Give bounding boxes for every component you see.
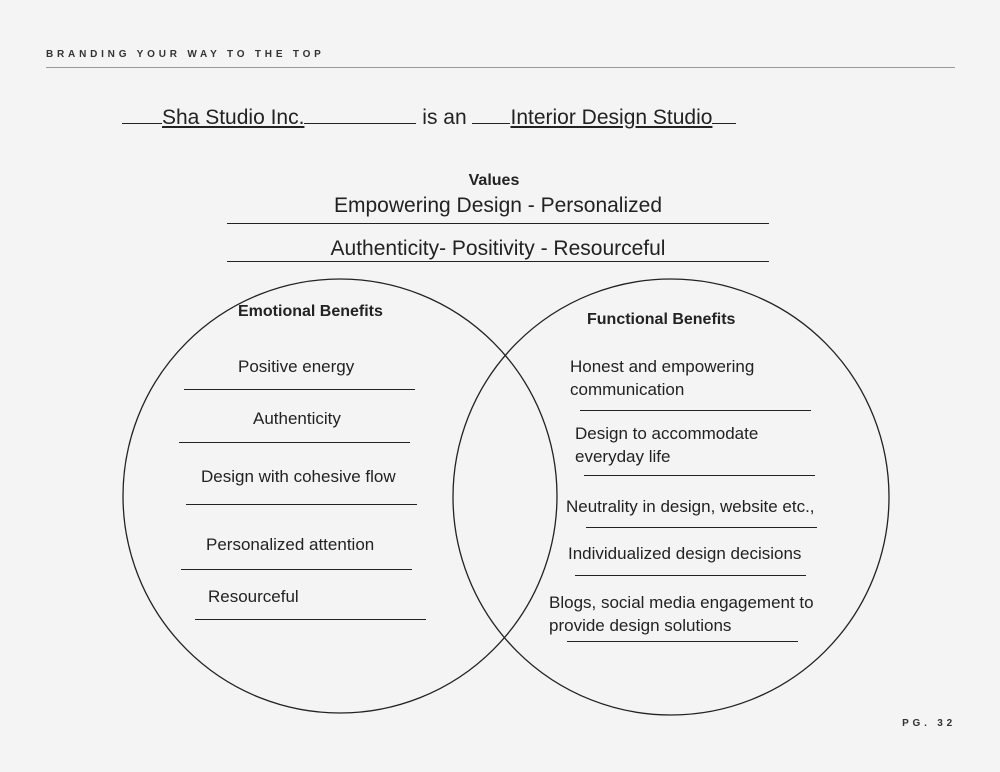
- emotional-item-rule: [184, 389, 415, 390]
- emotional-item-rule: [186, 504, 417, 505]
- emotional-item: Positive energy: [238, 357, 355, 376]
- emotional-item: Resourceful: [208, 587, 299, 606]
- functional-heading: Functional Benefits: [587, 311, 736, 328]
- emotional-circle: [123, 279, 557, 713]
- emotional-item-rule: [179, 442, 410, 443]
- functional-item-rule: [586, 527, 817, 528]
- functional-item-rule: [567, 641, 798, 642]
- emotional-item: Design with cohesive flow: [201, 467, 396, 486]
- header-label: BRANDING YOUR WAY TO THE TOP: [46, 49, 325, 60]
- emotional-item-rule: [181, 569, 412, 570]
- functional-item: Honest and empowering communication: [570, 357, 755, 399]
- value-line-2: Authenticity- Positivity - Resourceful: [227, 237, 769, 262]
- emotional-heading: Emotional Benefits: [238, 303, 383, 320]
- functional-item: Blogs, social media engagement to provide design solutions: [549, 593, 814, 635]
- page-number: PG. 32: [902, 718, 956, 729]
- functional-item-rule: [584, 475, 815, 476]
- company-category: Interior Design Studio: [510, 106, 713, 129]
- emotional-item: Personalized attention: [206, 535, 375, 554]
- values-title: Values: [468, 172, 520, 189]
- functional-item-rule: [580, 410, 811, 411]
- emotional-item: Authenticity: [253, 409, 341, 428]
- statement-connector: is an: [422, 106, 467, 129]
- value-line-1: Empowering Design - Personalized: [227, 194, 769, 224]
- functional-item: Neutrality in design, website etc.,: [566, 497, 815, 516]
- functional-item: Design to accommodate everyday life: [575, 424, 759, 466]
- functional-item-rule: [575, 575, 806, 576]
- company-name: Sha Studio Inc.: [162, 106, 305, 129]
- functional-item: Individualized design decisions: [568, 544, 802, 563]
- emotional-item-rule: [195, 619, 426, 620]
